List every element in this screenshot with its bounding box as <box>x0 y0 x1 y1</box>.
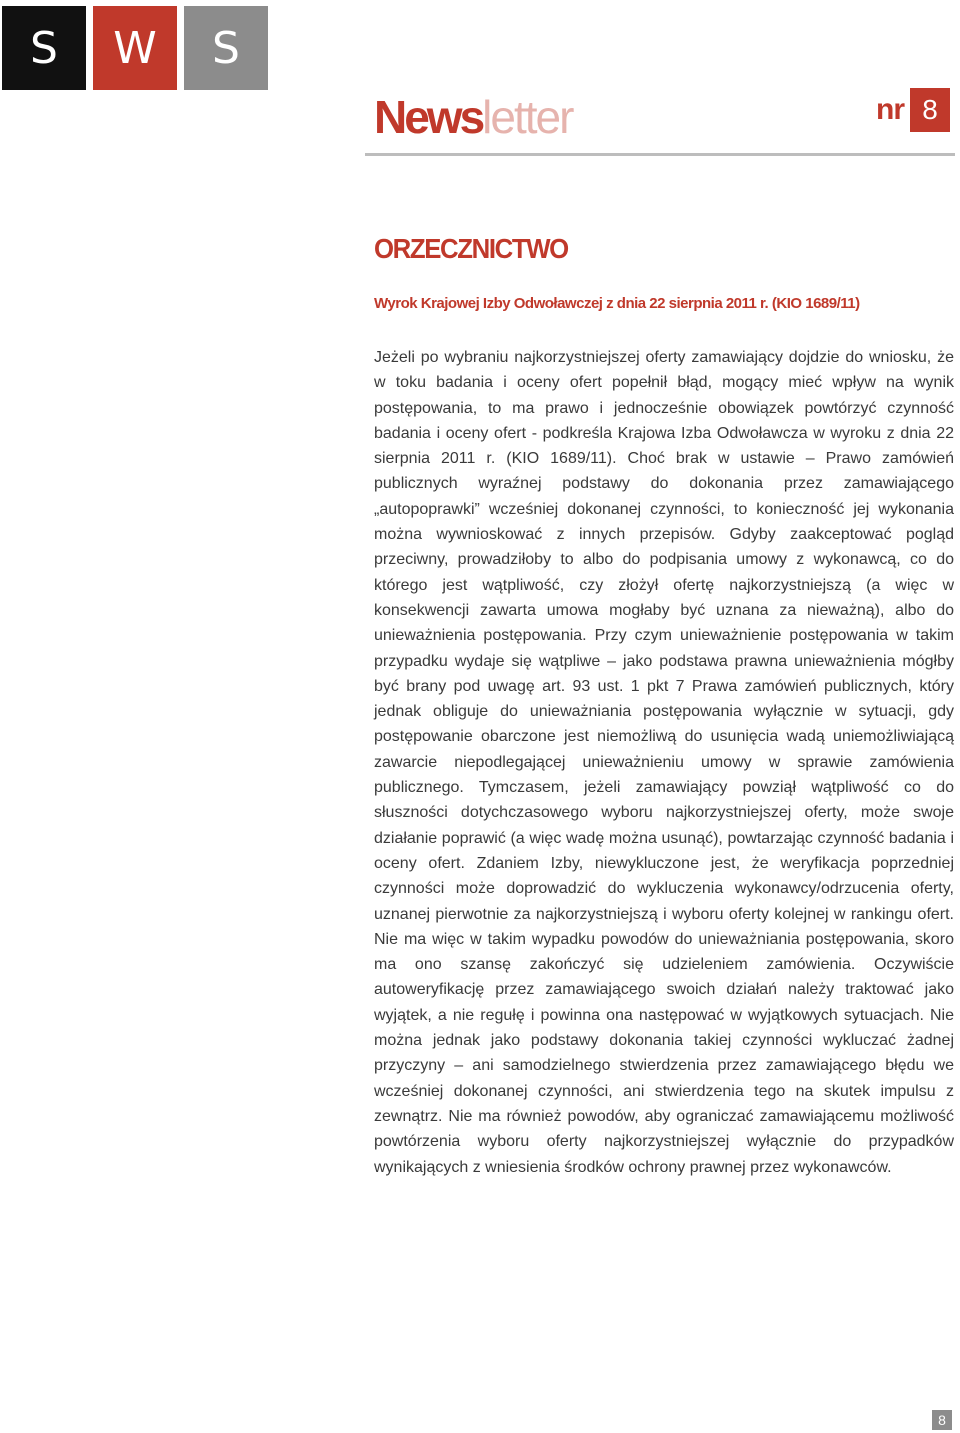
newsletter-title-bold: News <box>374 91 483 143</box>
newsletter-title-light: letter <box>482 91 573 143</box>
issue-number: 8 <box>910 88 950 132</box>
logo-letter-s1: S <box>2 6 86 90</box>
article-body: Jeżeli po wybraniu najkorzystniejszej oferty zamawiający dojdzie do wniosku, że w toku badania i oceny ofert popełnił błąd, mogący mieć wpływ na wynik postępowania, to ma prawo i jednocześnie obowiązek powtórzyć czynność badania i oceny ofert - podkreśla Krajowa Izba Odwoławcza w wyroku z dnia 22 sierpnia 2011 r. (KIO 1689/11). Choć brak w ustawie – Prawo zamówień publicznych wyraźnej podstawy do dokonania przez zamawiającego „autopoprawki” wcześniej dokonanej czynności, to konieczność jej wykonania można wywnioskować z innych przepisów. Gdyby zaakceptować pogląd przeciwny, prowadziłoby to albo do podpisania umowy z wykonawcą, co do którego jest wątpliwość, czy złożył ofertę najkorzystniejszą (a więc w konsekwencji zawarta umowa mogłaby być uznana za nieważną), albo do unieważnienia postępowania. Przy czym unieważnienie postępowania w takim przypadku wydaje się wątpliwe – jako podstawa prawna unieważnienia mógłby być brany pod uwagę art. 93 ust. 1 pkt 7 Prawa zamówień publicznych, który jednak obliguje do unieważniania postępowania wyłącznie w sytuacji, gdy postępowanie obarczone jest niemożliwą do usunięcia wadą uniemożliwiającą zawarcie niepodlegającej unieważnieniu umowy w sprawie zamówienia publicznego. Tymczasem, jeżeli zamawiający powziął wątpliwość co do słuszności dotychczasowego wyboru najkorzystniejszej oferty, może swoje działanie poprawić (a więc wadę można usunąć), powtarzając czynność badania i oceny ofert. Zdaniem Izby, niewykluczone jest, że weryfikacja poprzedniej czynności może doprowadzić do wykluczenia wykonawcy/odrzucenia oferty, uznanej pierwotnie za najkorzystniejszą i wyboru oferty kolejnej w rankingu ofert. Nie ma więc w takim wypadku powodów do unieważniania postępowania, skoro ma ono szansę zakończyć się udzieleniem zamówienia. Oczywiście autoweryfikację przez zamawiającego swoich działań należy traktować jako wyjątek, a nie regułę i powinna ona następować w wyjątkowych sytuacjach. Nie można jednak jako podstawy dokonania takiej czynności wykluczać żadnej przyczyny – ani samodzielnego stwierdzenia przez zamawiającego błędu we wcześniej dokonanej czynności, ani stwierdzenia tego na skutek impulsu z zewnątrz. Nie ma również powodów, aby ograniczać zamawiającemu możliwość powtórzenia wyboru oferty najkorzystniejszej wyłącznie do przypadków wynikających z wniesienia środków ochrony prawnej przez wykonawców. <box>374 349 954 1176</box>
article-subtitle: Wyrok Krajowej Izby Odwoławczej z dnia 22 sierpnia 2011 r. (KIO 1689/11) <box>374 295 860 312</box>
issue-label: nr <box>876 93 904 126</box>
issue-badge <box>876 88 950 132</box>
logo-letter-s2: S <box>184 6 268 90</box>
page-number: 8 <box>932 1410 952 1430</box>
newsletter-title <box>374 90 572 144</box>
section-title: ORZECZNICTWO <box>374 233 568 264</box>
logo-letter-w: W <box>93 6 177 90</box>
header-divider <box>365 153 955 156</box>
sws-logo <box>2 6 275 90</box>
